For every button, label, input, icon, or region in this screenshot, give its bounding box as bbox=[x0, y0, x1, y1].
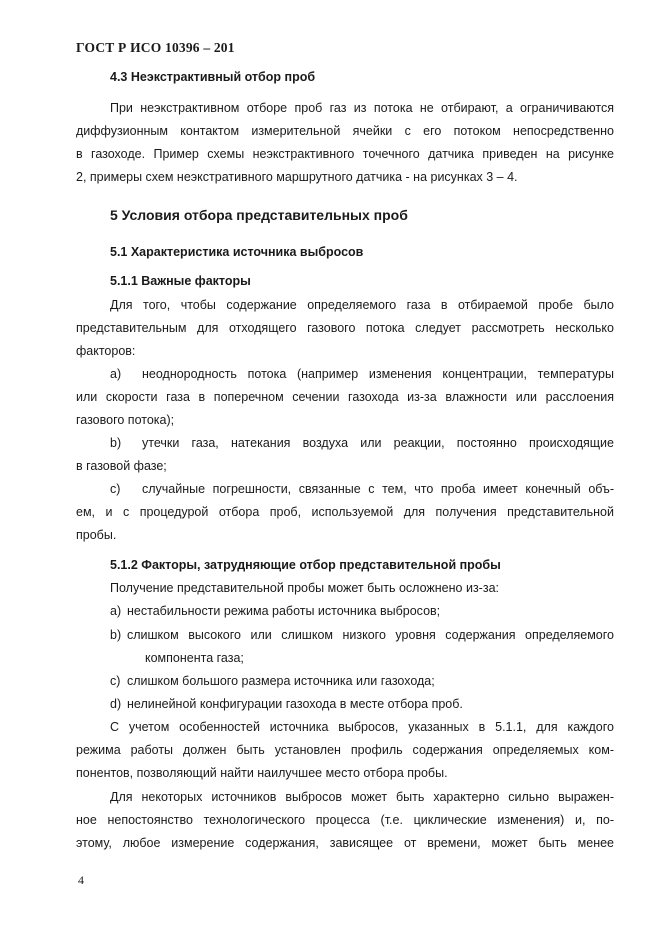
paragraph-line: факторов: bbox=[76, 344, 136, 358]
list-item-line: или скорости газа в поперечном сечении газохода из-за влажности или расслоения bbox=[76, 390, 614, 404]
list-item-line: ем, и с процедурой отбора проб, используемой для получения представительной bbox=[76, 505, 614, 519]
list-label: c) bbox=[110, 482, 121, 496]
list-label: a) bbox=[110, 604, 122, 618]
paragraph-line: 2, примеры схем неэкстративного маршрутного датчика - на рисунках 3 – 4. bbox=[76, 170, 518, 184]
list-label: b) bbox=[110, 436, 122, 450]
paragraph-line: представительным для отходящего газового потока следует рассмотреть несколько bbox=[76, 321, 614, 335]
paragraph-line: Для некоторых источников выбросов может быть характерно сильно выражен- bbox=[110, 790, 614, 804]
paragraph-line: понентов, позволяющий найти наилучшее место отбора пробы. bbox=[76, 766, 448, 780]
heading-5-1: 5.1 Характеристика источника выбросов bbox=[110, 245, 364, 259]
paragraph-line: диффузионным контактом измерительной ячейки с его потоком непосредственно bbox=[76, 124, 614, 138]
paragraph-line: Получение представительной пробы может быть осложнено из-за: bbox=[110, 581, 499, 595]
heading-5-1-2: 5.1.2 Факторы, затрудняющие отбор представительной пробы bbox=[110, 558, 501, 572]
list-item-line: в газовой фазе; bbox=[76, 459, 167, 473]
heading-4-3: 4.3 Неэкстрактивный отбор проб bbox=[110, 70, 316, 84]
list-item-line: слишком большого размера источника или газохода; bbox=[127, 674, 435, 688]
list-item-line: компонента газа; bbox=[145, 651, 244, 665]
list-label: c) bbox=[110, 674, 121, 688]
paragraph-line: При неэкстрактивном отборе проб газ из потока не отбирают, а ограничиваются bbox=[110, 101, 614, 115]
list-item-line: газового потока); bbox=[76, 413, 175, 427]
list-item-line: нелинейной конфигурации газохода в месте отбора проб. bbox=[127, 697, 463, 711]
list-item-line: утечки газа, натекания воздуха или реакции, постоянно происходящие bbox=[142, 436, 614, 450]
document-header: ГОСТ Р ИСО 10396 – 201 bbox=[76, 40, 235, 55]
list-item-line: нестабильности режима работы источника выбросов; bbox=[127, 604, 441, 618]
heading-5: 5 Условия отбора представительных проб bbox=[110, 207, 408, 223]
list-item-line: неоднородность потока (например изменения концентрации, температуры bbox=[142, 367, 614, 381]
list-label: d) bbox=[110, 697, 122, 711]
paragraph-line: режима работы должен быть установлен профиль содержания определяемых ком- bbox=[76, 743, 614, 757]
paragraph-line: Для того, чтобы содержание определяемого газа в отбираемой пробе было bbox=[110, 298, 614, 312]
list-item-line: пробы. bbox=[76, 528, 117, 542]
paragraph-line: ное непостоянство технологического процесса (т.е. циклические изменения) и, по- bbox=[76, 813, 614, 827]
paragraph-line: С учетом особенностей источника выбросов, указанных в 5.1.1, для каждого bbox=[110, 720, 614, 734]
list-item-line: случайные погрешности, связанные с тем, что проба имеет конечный объ- bbox=[142, 482, 614, 496]
paragraph-line: этому, любое измерение содержания, зависящее от времени, может быть менее bbox=[76, 836, 614, 850]
paragraph-line: в газоходе. Пример схемы неэкстрактивного точечного датчика приведен на рисунке bbox=[76, 147, 614, 161]
list-label: b) bbox=[110, 628, 122, 642]
list-label: a) bbox=[110, 367, 122, 381]
page-number: 4 bbox=[78, 873, 84, 887]
heading-5-1-1: 5.1.1 Важные факторы bbox=[110, 274, 251, 288]
list-item-line: слишком высокого или слишком низкого уровня содержания определяемого bbox=[127, 628, 614, 642]
